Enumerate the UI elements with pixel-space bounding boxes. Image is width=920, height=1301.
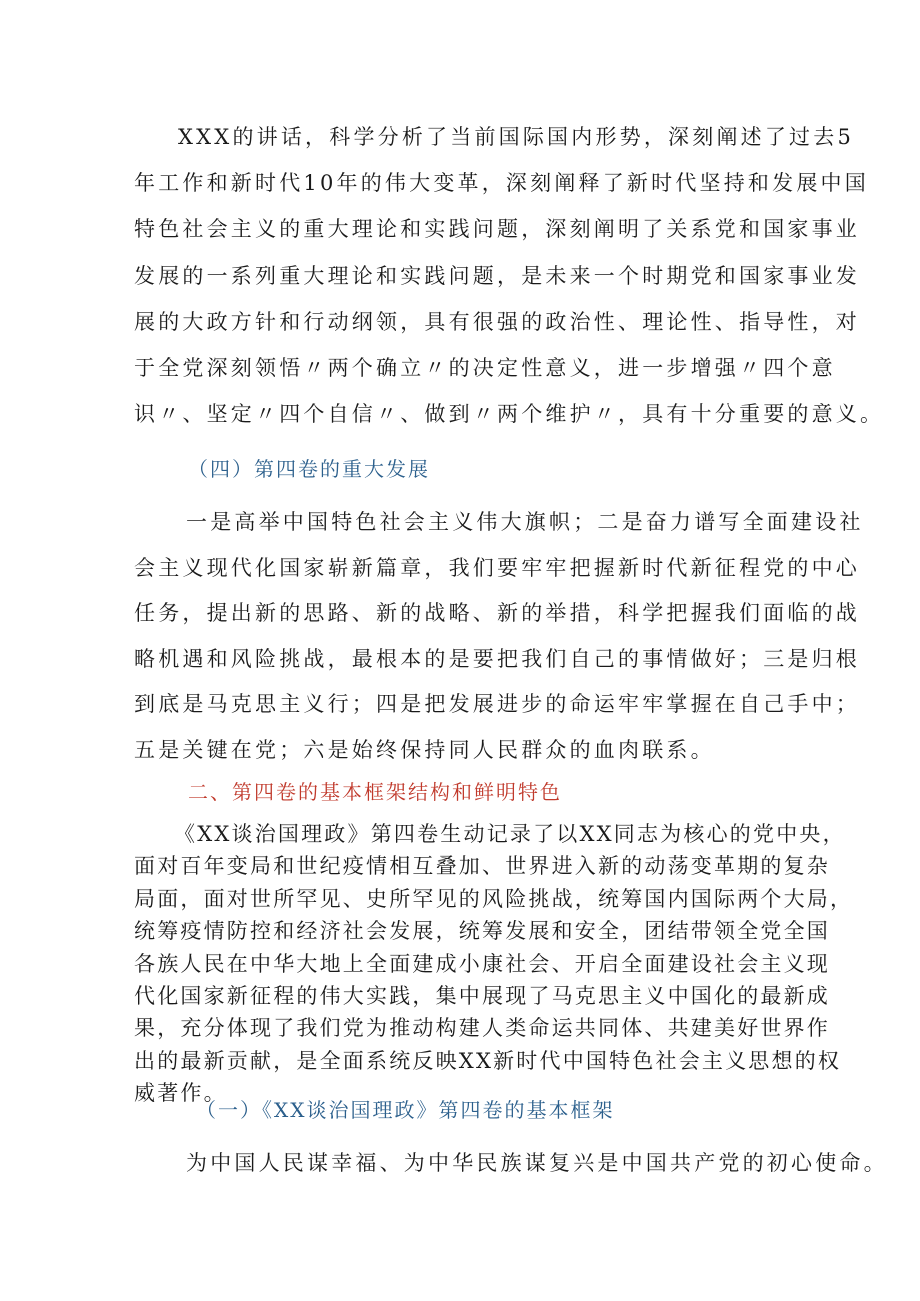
paragraph-line: 代化国家新征程的伟大实践，集中展现了马克思主义中国化的最新成 <box>134 984 830 1009</box>
paragraph-line: 五是关键在党；六是始终保持同人民群众的血肉联系。 <box>134 737 715 762</box>
paragraph-line: 局面，面对世所罕见、史所罕见的风险挑战，统筹国内国际两个大局， <box>134 886 854 911</box>
paragraph-line: 威著作。 <box>134 1081 227 1106</box>
paragraph-line: 展的大政方针和行动纲领，具有很强的政治性、理论性、指导性，对 <box>134 309 860 334</box>
paragraph-line: 为中国人民谋幸福、为中华民族谋复兴是中国共产党的初心使命。 <box>186 1151 888 1175</box>
section-two-paragraph <box>134 818 854 1110</box>
paragraph-line: 略机遇和风险挑战，最根本的是要把我们自己的事情做好；三是归根 <box>134 646 860 671</box>
paragraph-line: 果，充分体现了我们党为推动构建人类命运共同体、共建美好世界作 <box>134 1016 830 1041</box>
paragraph-line: 统筹疫情防控和经济社会发展，统筹发展和安全，团结带领全党全国 <box>134 919 830 944</box>
heading-section-two-i: （一）《XX谈治国理政》第四卷的基本框架 <box>196 1098 615 1122</box>
heading-section-two: 二、第四卷的基本框架结构和鲜明特色 <box>188 780 562 804</box>
paragraph-line: 识〃、坚定〃四个自信〃、做到〃两个维护〃，具有十分重要的意义。 <box>134 402 885 427</box>
section-iii-paragraph <box>134 114 885 437</box>
paragraph-line: 一是高举中国特色社会主义伟大旗帜；二是奋力谱写全面建设社 <box>186 510 864 534</box>
paragraph-line: 会主义现代化国家崭新篇章，我们要牢牢把握新时代新征程党的中心 <box>134 555 860 580</box>
paragraph-line: 年工作和新时代10年的伟大变革，深刻阐释了新时代坚持和发展中国 <box>134 171 869 196</box>
heading-section-iv: （四）第四卷的重大发展 <box>188 457 430 481</box>
paragraph-line: 面对百年变局和世纪疫情相互叠加、世界进入新的动荡变革期的复杂 <box>134 854 830 879</box>
paragraph-line: 任务，提出新的思路、新的战略、新的举措，科学把握我们面临的战 <box>134 601 860 625</box>
paragraph-line: 各族人民在中华大地上全面建成小康社会、开启全面建设社会主义现 <box>134 951 830 976</box>
closing-paragraph <box>134 1140 888 1186</box>
paragraph-line: 《XX谈治国理政》第四卷生动记录了以XX同志为核心的党中央， <box>174 822 846 846</box>
paragraph-line: XXX的讲话，科学分析了当前国际国内形势，深刻阐述了过去5 <box>178 125 855 149</box>
paragraph-line: 特色社会主义的重大理论和实践问题，深刻阐明了关系党和国家事业 <box>134 217 860 242</box>
section-iv-paragraph <box>134 500 864 773</box>
paragraph-line: 发展的一系列重大理论和实践问题，是未来一个时期党和国家事业发 <box>134 263 860 288</box>
paragraph-line: 出的最新贡献，是全面系统反映XX新时代中国特色社会主义思想的权 <box>134 1048 842 1073</box>
paragraph-line: 到底是马克思主义行；四是把发展进步的命运牢牢掌握在自己手中； <box>134 692 860 716</box>
paragraph-line: 于全党深刻领悟〃两个确立〃的决定性意义，进一步增强〃四个意 <box>134 356 836 381</box>
